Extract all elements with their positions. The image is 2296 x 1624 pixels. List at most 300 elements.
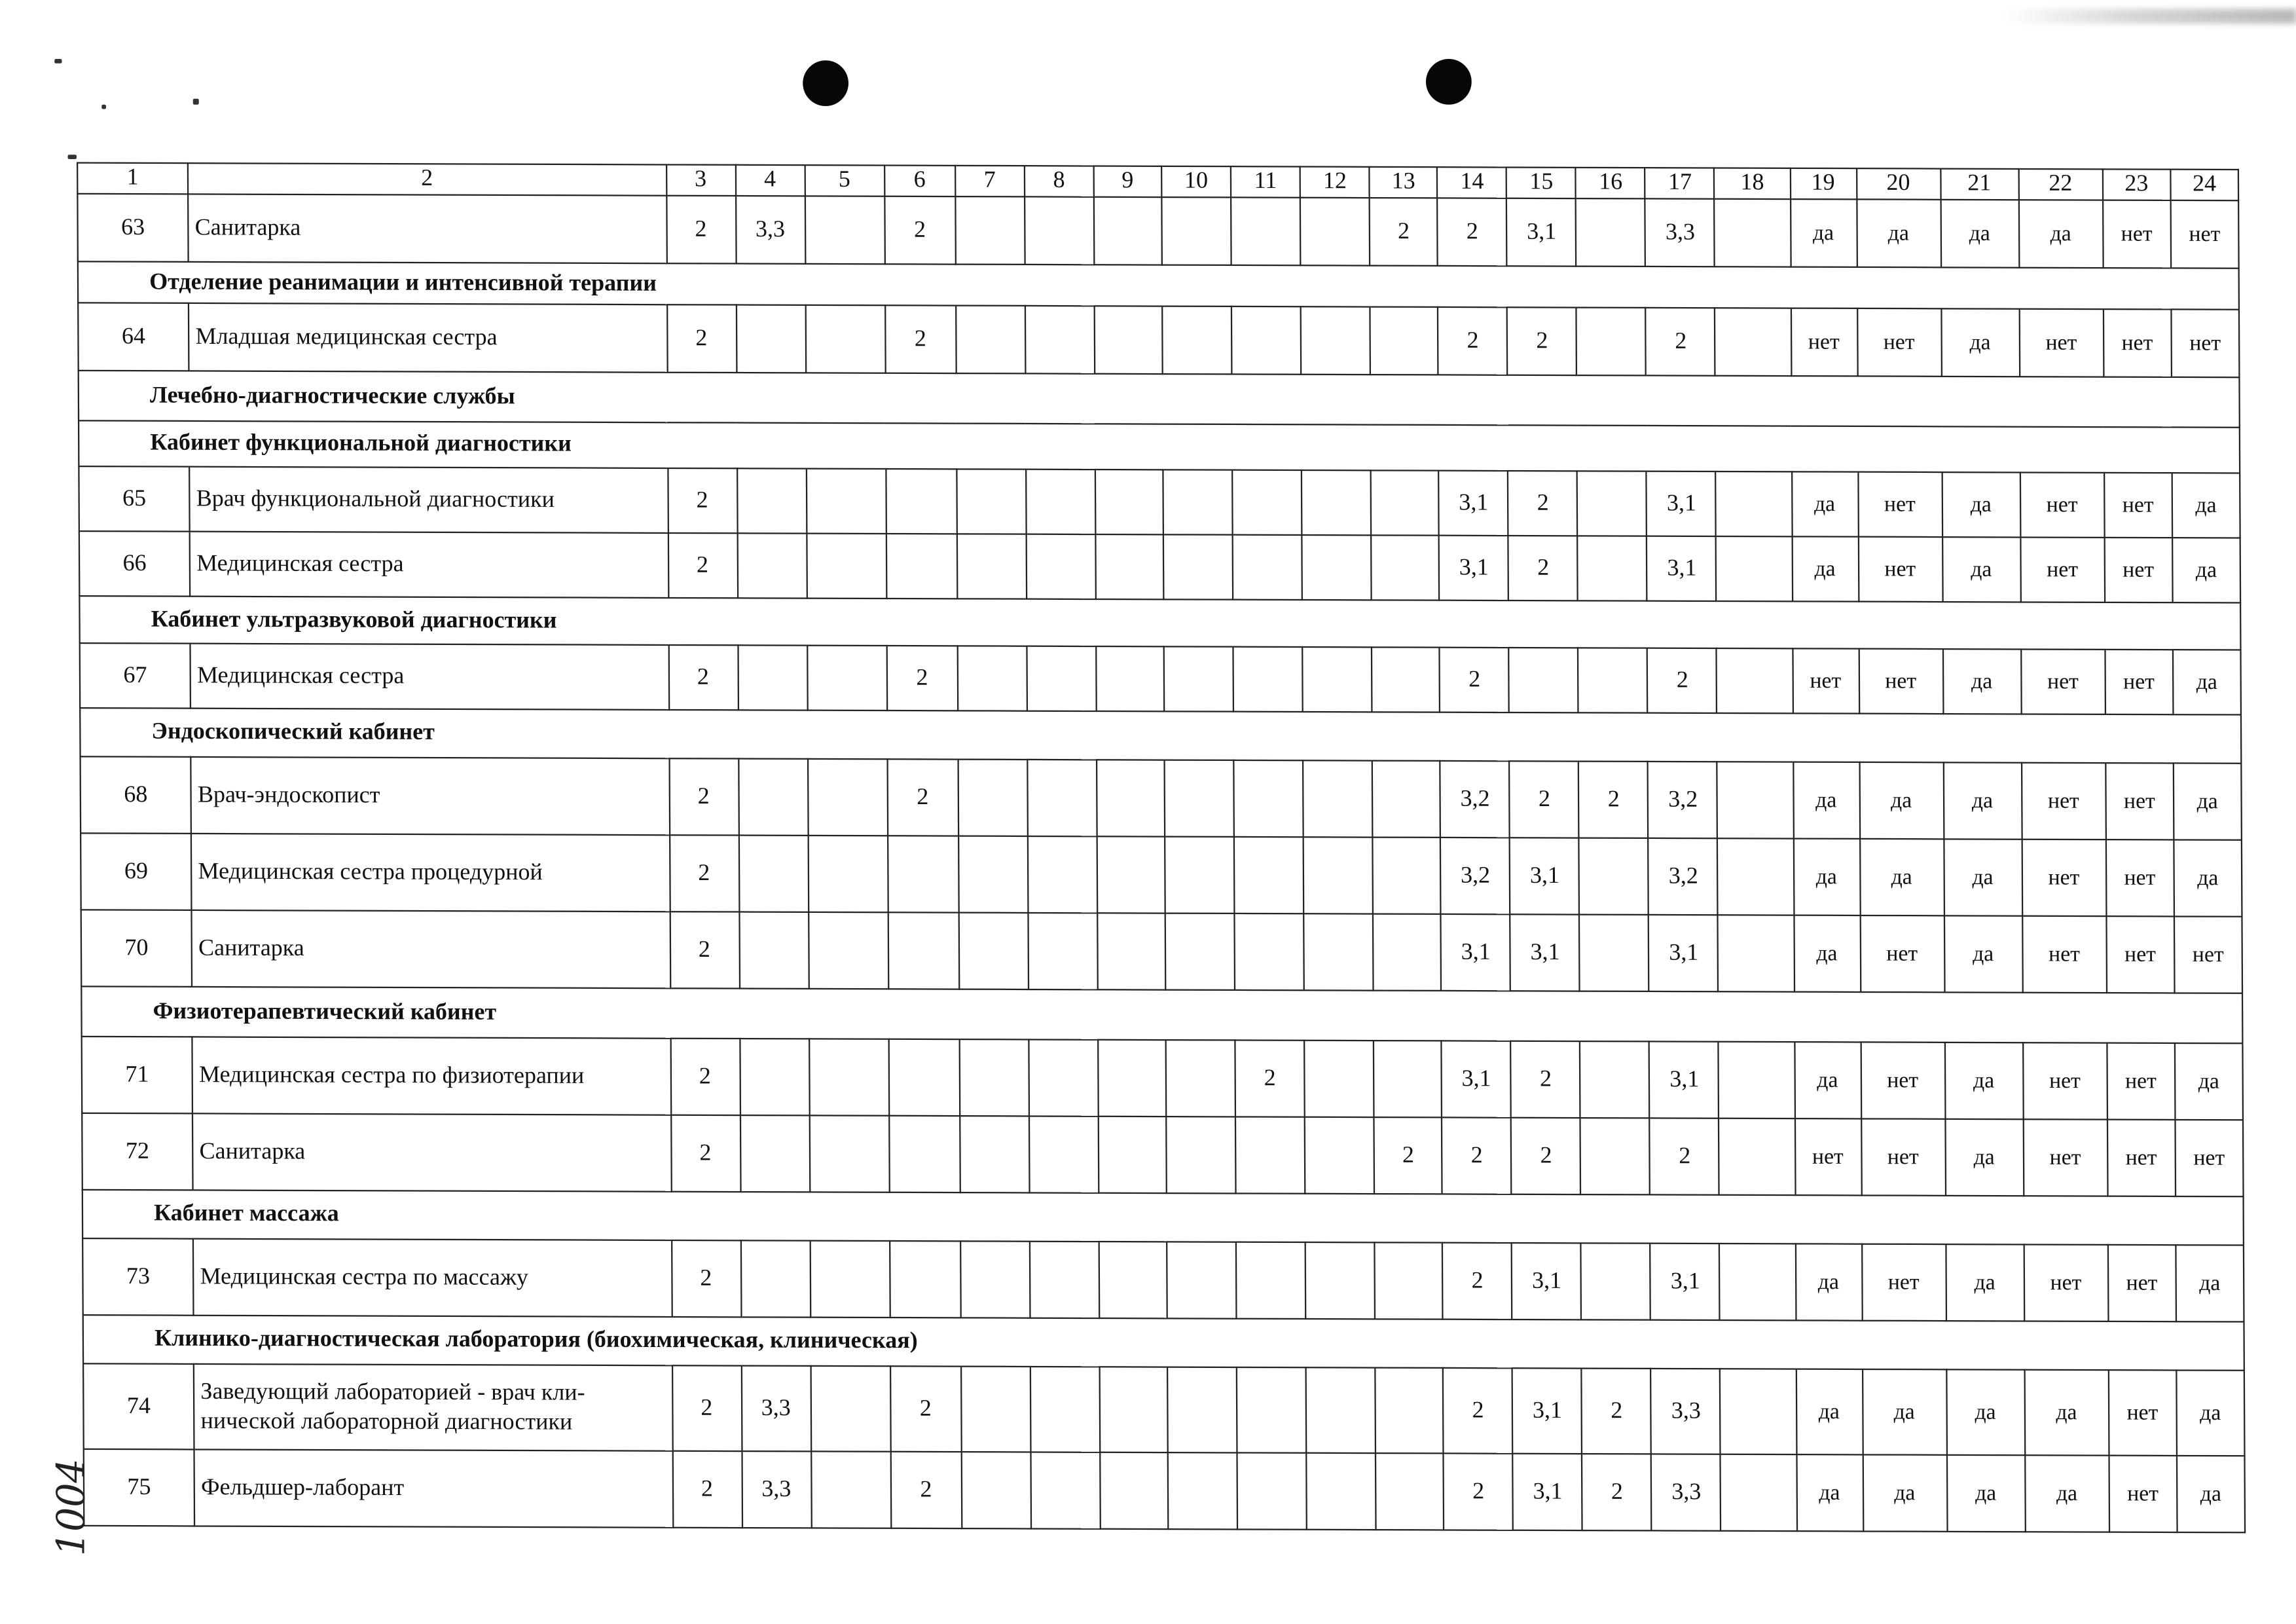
class-value-cell xyxy=(955,196,1025,265)
class-value-cell: 2 xyxy=(1507,307,1576,375)
class-value-cell xyxy=(960,1241,1030,1318)
class-value-cell xyxy=(1233,535,1302,600)
yes-no-cell: нет xyxy=(1792,648,1859,713)
yes-no-cell: да xyxy=(1856,199,1941,267)
section-title: Отделение реанимации и интенсивной терапии xyxy=(78,261,2239,309)
class-value-cell xyxy=(1580,1118,1650,1194)
column-number-cell: 16 xyxy=(1576,168,1645,199)
class-value-cell xyxy=(1373,838,1441,914)
row-number-cell: 75 xyxy=(84,1449,195,1526)
class-value-cell xyxy=(1305,1242,1375,1319)
yes-no-cell: да xyxy=(2173,763,2241,840)
class-value-cell xyxy=(1232,470,1302,535)
class-value-cell xyxy=(958,836,1028,913)
class-value-cell xyxy=(1300,198,1370,266)
yes-no-cell: нет xyxy=(2105,763,2174,840)
yes-no-cell: нет xyxy=(2109,1456,2177,1532)
class-value-cell xyxy=(1373,914,1441,991)
staff-table xyxy=(77,162,2246,1534)
class-value-cell xyxy=(1097,913,1165,989)
class-value-cell xyxy=(1234,837,1303,913)
class-value-cell xyxy=(740,1240,810,1317)
row-number-cell: 67 xyxy=(80,643,191,709)
class-value-cell: 3,1 xyxy=(1510,838,1579,914)
yes-no-cell: нет xyxy=(1859,649,1943,714)
yes-no-cell: да xyxy=(1941,308,2020,377)
class-value-cell xyxy=(888,836,959,912)
class-value-cell: 3,1 xyxy=(1650,1041,1719,1118)
yes-no-cell: да xyxy=(2174,840,2242,916)
class-value-cell xyxy=(1095,534,1163,599)
class-value-cell: 2 xyxy=(890,1366,961,1452)
class-value-cell xyxy=(960,1116,1029,1192)
class-value-cell: 2 xyxy=(886,646,958,710)
class-value-cell xyxy=(1233,647,1303,712)
class-value-cell xyxy=(1099,1242,1167,1318)
class-value-cell: 3,1 xyxy=(1439,536,1508,600)
class-value-cell xyxy=(1028,836,1097,913)
class-value-cell xyxy=(1301,306,1370,375)
position-name-cell: Фельдшер-лаборант xyxy=(194,1449,673,1527)
yes-no-cell: нет xyxy=(1861,1042,1945,1118)
class-value-cell: 2 xyxy=(668,645,738,710)
section-title: Кабинет ультразвуковой диагностики xyxy=(79,596,2240,650)
position-name-cell: Медицинская сестра процедурной xyxy=(191,834,670,912)
class-value-cell xyxy=(1509,648,1578,712)
class-value-cell: 3,1 xyxy=(1647,536,1717,601)
yes-no-cell: да xyxy=(1944,915,2022,992)
yes-no-cell: нет xyxy=(2174,916,2242,993)
section-row xyxy=(79,596,2240,650)
class-value-cell: 3,3 xyxy=(735,196,805,264)
position-name-cell: Медицинская сестра по массажу xyxy=(193,1239,672,1317)
class-value-cell xyxy=(1716,471,1791,536)
class-value-cell xyxy=(1304,1041,1374,1117)
section-row xyxy=(80,708,2241,764)
table-row xyxy=(78,303,2239,377)
class-value-cell xyxy=(738,759,807,836)
class-value-cell xyxy=(1166,1116,1235,1193)
table-row xyxy=(81,833,2242,916)
yes-no-cell: да xyxy=(1944,839,2022,915)
yes-no-cell: да xyxy=(1796,1454,1863,1531)
class-value-cell xyxy=(738,836,808,912)
class-value-cell xyxy=(1231,306,1301,375)
yes-no-cell: да xyxy=(2018,200,2103,268)
yes-no-cell: нет xyxy=(1857,472,1942,537)
yes-no-cell: нет xyxy=(2108,1370,2176,1456)
class-value-cell xyxy=(1303,760,1372,837)
class-value-cell xyxy=(1028,913,1097,989)
class-value-cell: 2 xyxy=(669,758,738,835)
class-value-cell xyxy=(957,469,1026,534)
position-name-cell: Врач функциональной диагностики xyxy=(189,467,667,533)
yes-no-cell: да xyxy=(1862,1369,1946,1455)
yes-no-cell: да xyxy=(1790,199,1857,267)
class-value-cell xyxy=(890,1241,961,1318)
class-value-cell: 3,1 xyxy=(1647,471,1716,536)
section-row xyxy=(83,1315,2244,1371)
table-row xyxy=(77,194,2238,268)
class-value-cell xyxy=(1372,647,1440,712)
class-value-cell xyxy=(1231,197,1300,265)
class-value-cell xyxy=(807,534,886,599)
column-number-cell: 9 xyxy=(1093,166,1161,198)
class-value-cell xyxy=(1164,760,1233,837)
class-value-cell: 2 xyxy=(1444,1453,1513,1530)
row-number-cell: 73 xyxy=(82,1238,194,1316)
class-value-cell xyxy=(1098,1040,1166,1116)
class-value-cell xyxy=(811,1451,890,1528)
class-value-cell xyxy=(1375,1242,1443,1319)
column-number-cell: 7 xyxy=(955,166,1025,197)
yes-no-cell: нет xyxy=(1861,1118,1945,1195)
class-value-cell xyxy=(1374,1041,1442,1117)
section-title: Кабинет массажа xyxy=(82,1190,2244,1246)
class-value-cell xyxy=(1577,471,1647,536)
column-number-cell: 3 xyxy=(666,164,735,196)
column-number-cell: 24 xyxy=(2170,170,2238,201)
column-number-cell: 23 xyxy=(2102,169,2170,200)
section-row xyxy=(79,420,2240,473)
column-number-cell: 20 xyxy=(1856,168,1941,200)
yes-no-cell: нет xyxy=(2020,472,2104,537)
yes-no-cell: нет xyxy=(2023,1119,2107,1196)
class-value-cell xyxy=(1027,760,1097,836)
yes-no-cell: нет xyxy=(2021,649,2105,714)
class-value-cell: 3,2 xyxy=(1649,838,1718,915)
class-value-cell xyxy=(1100,1452,1168,1529)
section-title: Физиотерапевтический кабинет xyxy=(81,986,2242,1043)
class-value-cell xyxy=(1030,1452,1100,1528)
table-row xyxy=(81,756,2242,840)
staff-table-container xyxy=(77,162,2246,1534)
class-value-cell: 2 xyxy=(1511,1041,1580,1118)
table-row xyxy=(79,531,2240,602)
class-value-cell xyxy=(1165,913,1235,990)
column-number-cell: 8 xyxy=(1025,166,1094,197)
class-value-cell xyxy=(805,196,884,264)
yes-no-cell: нет xyxy=(2175,1120,2243,1196)
yes-no-cell: нет xyxy=(2020,537,2105,602)
class-value-cell xyxy=(957,646,1027,710)
class-value-cell xyxy=(809,1039,888,1115)
yes-no-cell: нет xyxy=(2022,916,2107,993)
class-value-cell xyxy=(1030,1242,1099,1318)
yes-no-cell: да xyxy=(2025,1455,2109,1532)
class-value-cell: 2 xyxy=(885,305,957,373)
class-value-cell xyxy=(886,469,957,534)
class-value-cell: 2 xyxy=(666,304,736,373)
class-value-cell xyxy=(957,534,1026,599)
class-value-cell: 2 xyxy=(670,912,739,988)
class-value-cell xyxy=(958,760,1027,836)
class-value-cell xyxy=(1026,534,1095,599)
class-value-cell: 3,2 xyxy=(1440,838,1510,914)
class-value-cell xyxy=(1233,760,1303,837)
class-value-cell xyxy=(810,1241,890,1318)
position-name-cell: Врач-эндоскопист xyxy=(191,757,670,835)
scan-speck xyxy=(68,155,77,159)
yes-no-cell: нет xyxy=(2022,1043,2107,1119)
class-value-cell xyxy=(1576,198,1645,267)
table-row xyxy=(84,1449,2245,1532)
yes-no-cell: да xyxy=(2172,538,2240,602)
class-value-cell: 2 xyxy=(671,1240,740,1317)
class-value-cell xyxy=(739,912,809,989)
class-value-cell xyxy=(1167,1367,1237,1453)
class-value-cell xyxy=(1306,1367,1376,1453)
class-value-cell xyxy=(1166,1040,1235,1116)
position-name-cell: Заведующий лабораторией - врач кли-ническoй лабораторной диагностики xyxy=(194,1364,672,1451)
yes-no-cell: да xyxy=(2024,1370,2109,1456)
class-value-cell: 2 xyxy=(666,196,735,264)
row-number-cell: 72 xyxy=(82,1113,193,1190)
class-value-cell xyxy=(1370,307,1438,375)
class-value-cell: 2 xyxy=(1510,761,1579,838)
class-value-cell xyxy=(737,533,807,598)
position-name-cell: Младшая медицинская сестра xyxy=(189,303,666,373)
class-value-cell: 2 xyxy=(1438,307,1507,375)
yes-no-cell: да xyxy=(1943,762,2022,839)
class-value-cell xyxy=(1096,646,1164,711)
class-value-cell xyxy=(1371,470,1439,535)
yes-no-cell: да xyxy=(1859,839,1944,915)
yes-no-cell: нет xyxy=(2106,916,2174,993)
class-value-cell xyxy=(1029,1039,1098,1116)
yes-no-cell: нет xyxy=(2022,840,2106,916)
class-value-cell xyxy=(1025,196,1094,265)
class-value-cell xyxy=(1579,838,1649,915)
class-value-cell xyxy=(1168,1452,1237,1529)
class-value-cell: 3,1 xyxy=(1512,1368,1582,1454)
scan-speck xyxy=(54,59,62,64)
class-value-cell xyxy=(1165,837,1234,913)
column-number-cell: 11 xyxy=(1231,166,1300,198)
yes-no-cell: нет xyxy=(2104,538,2172,602)
class-value-cell: 2 xyxy=(1582,1454,1652,1530)
class-value-cell xyxy=(1303,913,1373,990)
table-row xyxy=(82,1037,2243,1120)
class-value-cell xyxy=(1162,306,1231,375)
class-value-cell xyxy=(1237,1367,1307,1453)
class-value-cell xyxy=(1376,1368,1444,1454)
class-value-cell xyxy=(739,1039,809,1115)
scan-edge-shadow xyxy=(2003,9,2296,24)
class-value-cell: 2 xyxy=(1438,198,1507,266)
yes-no-cell: да xyxy=(1796,1369,1863,1455)
class-value-cell: 2 xyxy=(1582,1369,1652,1454)
class-value-cell xyxy=(1030,1367,1100,1452)
class-value-cell xyxy=(1097,760,1165,836)
yes-no-cell: нет xyxy=(1857,308,1941,377)
yes-no-cell: да xyxy=(1859,762,1944,839)
class-value-cell xyxy=(1580,915,1649,991)
class-value-cell xyxy=(1717,648,1793,713)
class-value-cell xyxy=(1163,470,1232,534)
class-value-cell: 3,2 xyxy=(1648,762,1717,838)
row-number-cell: 74 xyxy=(83,1363,194,1449)
class-value-cell: 2 xyxy=(1508,536,1578,600)
class-value-cell: 2 xyxy=(884,196,956,265)
class-value-cell: 2 xyxy=(667,468,737,533)
position-name-cell: Санитарка xyxy=(188,194,666,263)
punch-hole-right xyxy=(1426,59,1472,105)
class-value-cell xyxy=(808,836,888,912)
class-value-cell xyxy=(1235,913,1304,990)
class-value-cell: 2 xyxy=(670,1039,740,1115)
class-value-cell: 2 xyxy=(669,835,738,912)
class-value-cell xyxy=(811,1366,890,1452)
class-value-cell xyxy=(888,1039,960,1116)
class-value-cell: 3,2 xyxy=(1440,761,1510,838)
row-number-cell: 71 xyxy=(82,1037,193,1114)
class-value-cell xyxy=(961,1367,1031,1452)
class-value-cell: 3,3 xyxy=(1651,1369,1721,1454)
class-value-cell xyxy=(889,1116,960,1192)
table-row xyxy=(80,643,2241,714)
class-value-cell xyxy=(1719,915,1794,991)
class-value-cell: 3,1 xyxy=(1506,198,1576,267)
table-row xyxy=(79,466,2240,538)
class-value-cell xyxy=(1721,1369,1796,1454)
class-value-cell: 3,3 xyxy=(741,1366,811,1452)
row-number-cell: 65 xyxy=(79,466,189,532)
class-value-cell: 3,1 xyxy=(1442,1041,1511,1117)
class-value-cell xyxy=(1720,1244,1795,1320)
yes-no-cell: да xyxy=(1946,1244,2024,1321)
class-value-cell: 2 xyxy=(1648,648,1717,713)
class-value-cell: 2 xyxy=(1374,1117,1442,1194)
scan-speck xyxy=(193,99,199,105)
yes-no-cell: нет xyxy=(2103,200,2171,268)
class-value-cell xyxy=(1027,646,1096,711)
class-value-cell xyxy=(956,306,1025,374)
class-value-cell xyxy=(1721,1454,1796,1531)
table-row xyxy=(83,1363,2244,1456)
class-value-cell xyxy=(807,759,887,836)
yes-no-cell: да xyxy=(2177,1456,2245,1532)
class-value-cell xyxy=(1580,1041,1650,1118)
yes-no-cell: нет xyxy=(2171,309,2239,377)
yes-no-cell: нет xyxy=(2103,309,2171,377)
class-value-cell xyxy=(1235,1116,1305,1193)
row-number-cell: 69 xyxy=(81,833,192,910)
class-value-cell xyxy=(1094,197,1162,265)
class-value-cell xyxy=(1099,1116,1167,1193)
yes-no-cell: нет xyxy=(2021,763,2105,840)
yes-no-cell: нет xyxy=(2107,1043,2175,1120)
yes-no-cell: да xyxy=(1793,915,1860,992)
class-value-cell: 2 xyxy=(890,1452,962,1528)
class-value-cell: 3,1 xyxy=(1650,1244,1720,1320)
column-number-cell: 4 xyxy=(735,165,805,196)
class-value-cell xyxy=(1719,1042,1794,1118)
position-name-cell: Медицинская сестра по физиотерапии xyxy=(192,1037,671,1115)
class-value-cell xyxy=(808,912,888,989)
position-name-cell: Санитарка xyxy=(192,910,670,988)
class-value-cell xyxy=(1371,535,1439,600)
class-value-cell xyxy=(1302,647,1372,712)
column-number-cell: 2 xyxy=(188,163,666,196)
class-value-cell xyxy=(1376,1453,1444,1530)
column-number-cell: 10 xyxy=(1161,166,1231,198)
yes-no-cell: нет xyxy=(2105,650,2173,714)
class-value-cell xyxy=(736,305,805,373)
class-value-cell xyxy=(1717,762,1793,838)
class-value-cell xyxy=(1237,1452,1307,1529)
class-value-cell xyxy=(886,534,957,599)
yes-no-cell: да xyxy=(1945,1119,2024,1196)
class-value-cell: 3,1 xyxy=(1513,1454,1582,1530)
yes-no-cell: нет xyxy=(2104,473,2172,538)
yes-no-cell: да xyxy=(1863,1454,1947,1531)
section-title: Кабинет функциональной диагностики xyxy=(79,420,2240,473)
yes-no-cell: да xyxy=(1942,649,2021,714)
section-row xyxy=(81,986,2242,1043)
class-value-cell: 3,1 xyxy=(1510,914,1580,991)
class-value-cell: 3,1 xyxy=(1441,914,1510,991)
class-value-cell: 3,3 xyxy=(1645,198,1715,267)
class-value-cell: 3,3 xyxy=(742,1451,811,1528)
table-row xyxy=(82,1238,2244,1321)
class-value-cell xyxy=(1576,308,1646,376)
yes-no-cell: нет xyxy=(2170,200,2238,268)
yes-no-cell: да xyxy=(2172,473,2240,538)
yes-no-cell: да xyxy=(1791,471,1858,536)
class-value-cell xyxy=(1715,308,1791,376)
class-value-cell: 2 xyxy=(1579,762,1649,838)
yes-no-cell: нет xyxy=(1795,1118,1861,1195)
row-number-cell: 64 xyxy=(78,303,189,371)
row-number-cell: 63 xyxy=(77,194,188,262)
class-value-cell: 2 xyxy=(1442,1117,1511,1194)
class-value-cell: 2 xyxy=(1440,648,1509,712)
class-value-cell xyxy=(1715,199,1790,267)
row-number-cell: 68 xyxy=(81,756,192,834)
yes-no-cell: нет xyxy=(2107,1120,2175,1196)
class-value-cell xyxy=(1302,470,1371,535)
column-number-cell: 5 xyxy=(805,165,884,196)
table-row xyxy=(81,910,2242,993)
class-value-cell xyxy=(1167,1242,1236,1318)
column-number-cell: 6 xyxy=(884,166,955,197)
class-value-cell: 3,1 xyxy=(1649,915,1719,991)
class-value-cell: 2 xyxy=(1650,1118,1719,1194)
yes-no-cell: да xyxy=(1944,1043,2023,1119)
yes-no-cell: нет xyxy=(2107,1245,2176,1321)
column-number-cell: 18 xyxy=(1715,168,1790,199)
class-value-cell: 2 xyxy=(672,1451,742,1528)
class-value-cell xyxy=(888,912,959,989)
class-value-cell: 2 xyxy=(887,759,958,836)
section-title: Лечебно-диагностические службы xyxy=(79,371,2240,428)
class-value-cell xyxy=(1303,837,1373,913)
yes-no-cell: да xyxy=(1795,1244,1862,1320)
row-number-cell: 66 xyxy=(79,531,190,597)
class-value-cell xyxy=(1718,838,1793,915)
yes-no-cell: да xyxy=(1794,1042,1861,1118)
class-value-cell: 2 xyxy=(668,533,737,598)
class-value-cell: 2 xyxy=(1646,308,1715,376)
class-value-cell: 2 xyxy=(1508,471,1578,536)
column-number-cell: 1 xyxy=(77,163,188,194)
yes-no-cell: нет xyxy=(1858,537,1942,602)
class-value-cell xyxy=(1306,1453,1376,1530)
column-number-cell: 12 xyxy=(1300,166,1370,198)
class-value-cell xyxy=(1163,534,1233,599)
class-value-cell xyxy=(740,1115,809,1192)
